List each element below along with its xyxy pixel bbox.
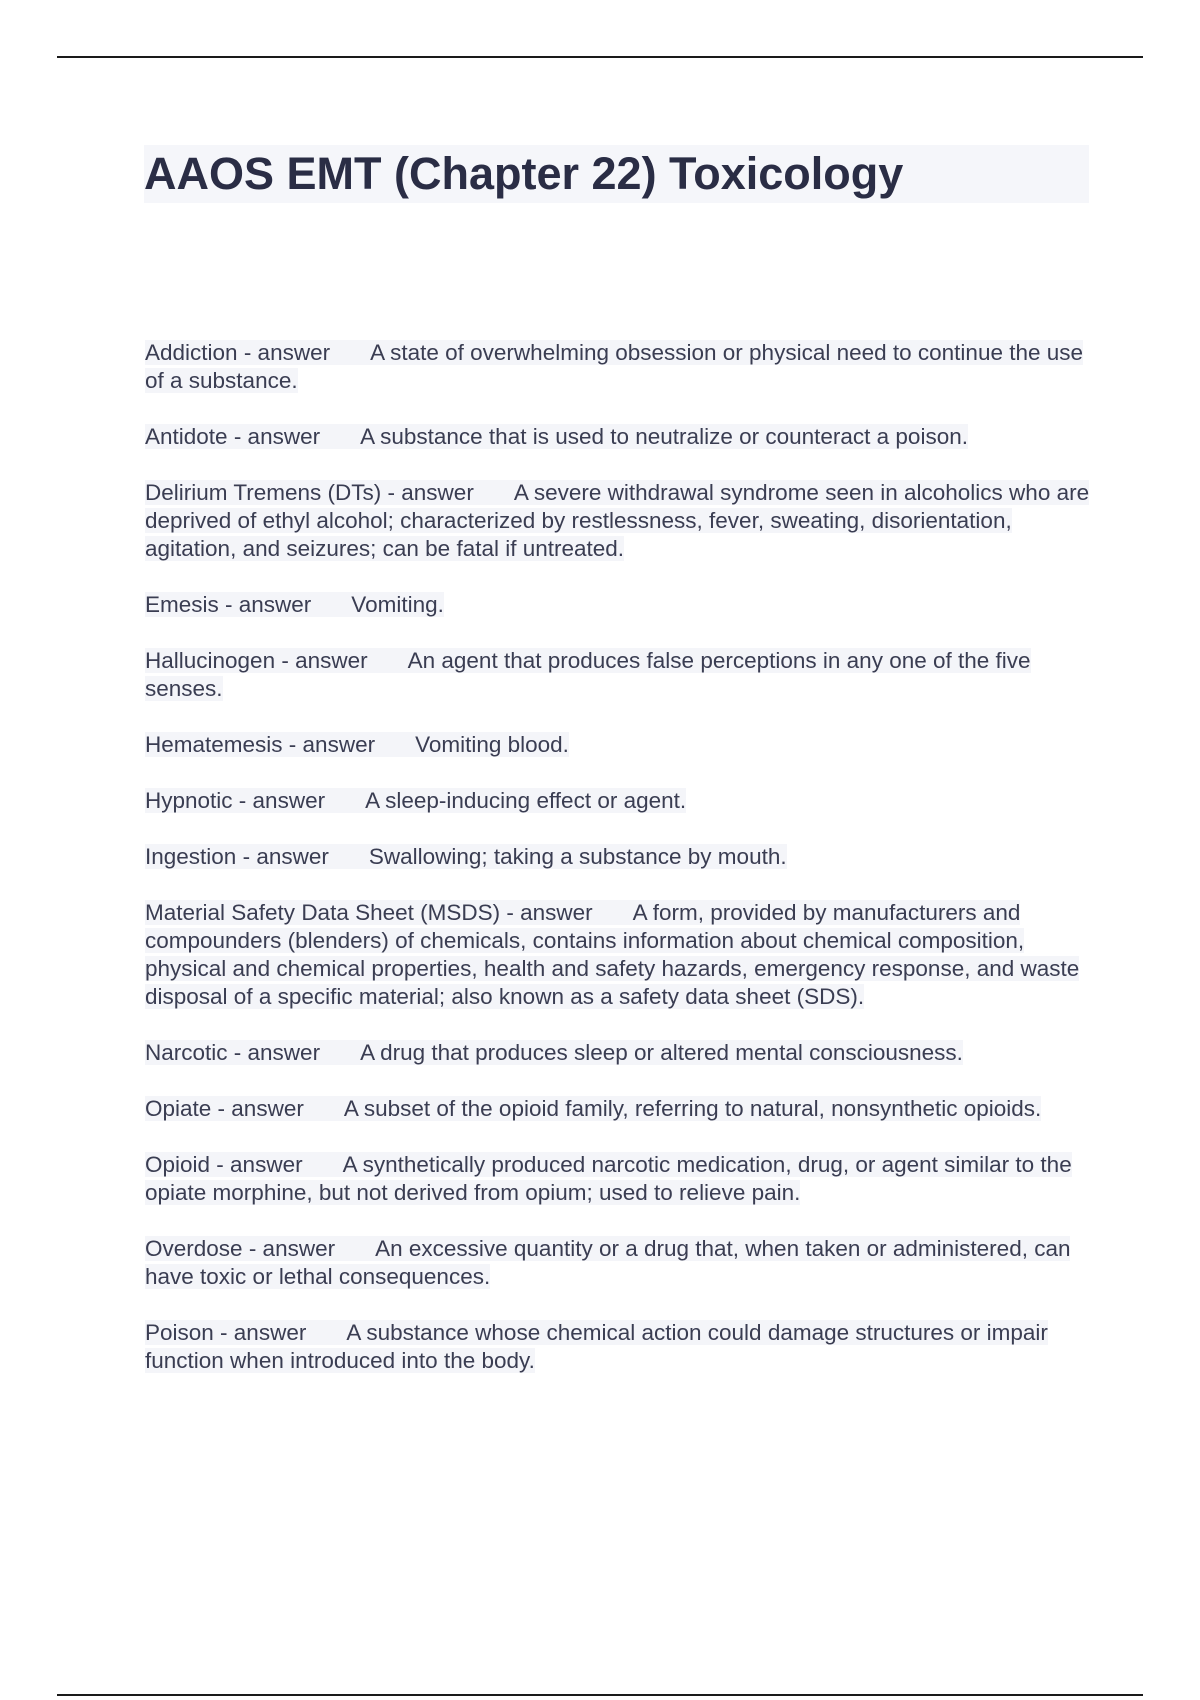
entry-definition: An agent that produces false perceptions in any one of the five senses. [145, 648, 1031, 701]
entry-text [145, 340, 1083, 393]
entry-text [145, 788, 686, 813]
entry-text [145, 900, 1079, 1009]
glossary-entry [145, 423, 1090, 451]
entry-answer-label: - answer [227, 1040, 321, 1065]
entry-answer-label: - answer [227, 424, 321, 449]
entry-answer-label: - answer [232, 788, 326, 813]
entry-text [145, 592, 444, 617]
entry-text [145, 1096, 1041, 1121]
entry-answer-label: - answer [500, 900, 593, 925]
entry-text [145, 1320, 1048, 1373]
document-title: AAOS EMT (Chapter 22) Toxicology [144, 148, 904, 199]
entry-definition: A severe withdrawal syndrome seen in alcoholics who are deprived of ethyl alcohol; characterized by restlessness, fever, sweating, disorientation, agitation, and seizures; can be fatal if untreated. [145, 480, 1090, 561]
entry-answer-label: - answer [381, 480, 474, 505]
glossary-entry [145, 1235, 1090, 1291]
entry-text [145, 1152, 1072, 1205]
entry-term: Hematemesis [145, 732, 283, 757]
entry-text [145, 1236, 1070, 1289]
entry-answer-label: - answer [210, 1152, 303, 1177]
entry-term: Emesis [145, 592, 219, 617]
entry-text [145, 844, 787, 869]
entry-definition: A form, provided by manufacturers and compounders (blenders) of chemicals, contains information about chemical composition, physical and chemical properties, health and safety hazards, emergency response, and waste disposal of a specific material; also known as a safety data sheet (SDS). [145, 900, 1080, 1009]
entry-answer-label: - answer [211, 1096, 304, 1121]
entry-text [145, 1040, 963, 1065]
glossary-entry [145, 731, 1090, 759]
glossary-list [145, 339, 1090, 1403]
title-block [144, 145, 1089, 203]
entry-term: Material Safety Data Sheet (MSDS) [145, 900, 501, 925]
entry-term: Hypnotic [145, 788, 233, 813]
entry-term: Opioid [145, 1152, 211, 1177]
entry-definition: A drug that produces sleep or altered mental consciousness. [360, 1040, 963, 1065]
entry-definition: A substance that is used to neutralize or counteract a poison. [360, 424, 968, 449]
entry-answer-label: - answer [213, 1320, 307, 1345]
entry-answer-label: - answer [218, 592, 312, 617]
glossary-entry [145, 1039, 1090, 1067]
entry-definition: Vomiting. [351, 592, 444, 617]
entry-definition: An excessive quantity or a drug that, when taken or administered, can have toxic or lethal consequences. [145, 1236, 1071, 1289]
top-divider [57, 56, 1143, 58]
entry-definition: Swallowing; taking a substance by mouth. [368, 844, 787, 869]
entry-answer-label: - answer [236, 844, 329, 869]
entry-term: Ingestion [145, 844, 237, 869]
entry-definition: A state of overwhelming obsession or physical need to continue the use of a substance. [145, 340, 1084, 393]
glossary-entry [145, 1095, 1090, 1123]
entry-term: Antidote [145, 424, 228, 449]
entry-definition: A synthetically produced narcotic medication, drug, or agent similar to the opiate morphine, but not derived from opium; used to relieve pain. [145, 1152, 1072, 1205]
entry-term: Opiate [145, 1096, 212, 1121]
entry-answer-label: - answer [275, 648, 368, 673]
entry-definition: A substance whose chemical action could damage structures or impair function when introduced into the body. [145, 1320, 1048, 1373]
entry-definition: A sleep-inducing effect or agent. [365, 788, 687, 813]
entry-term: Addiction [145, 340, 238, 365]
entry-text [145, 480, 1089, 561]
entry-term: Poison [145, 1320, 214, 1345]
glossary-entry [145, 787, 1090, 815]
entry-definition: Vomiting blood. [415, 732, 569, 757]
entry-answer-label: - answer [242, 1236, 336, 1261]
entry-text [145, 732, 569, 757]
glossary-entry [145, 339, 1090, 395]
glossary-entry [145, 479, 1090, 563]
glossary-entry [145, 899, 1090, 1011]
entry-definition: A subset of the opioid family, referring to natural, nonsynthetic opioids. [343, 1096, 1042, 1121]
entry-answer-label: - answer [237, 340, 331, 365]
glossary-entry [145, 1151, 1090, 1207]
entry-term: Hallucinogen [145, 648, 276, 673]
glossary-entry [145, 843, 1090, 871]
entry-answer-label: - answer [282, 732, 376, 757]
entry-term: Delirium Tremens (DTs) [145, 480, 382, 505]
glossary-entry [145, 591, 1090, 619]
entry-term: Narcotic [145, 1040, 228, 1065]
entry-text [145, 648, 1031, 701]
bottom-divider [57, 1694, 1143, 1696]
glossary-entry [145, 647, 1090, 703]
glossary-entry [145, 1319, 1090, 1375]
entry-term: Overdose [145, 1236, 243, 1261]
entry-text [145, 424, 968, 449]
